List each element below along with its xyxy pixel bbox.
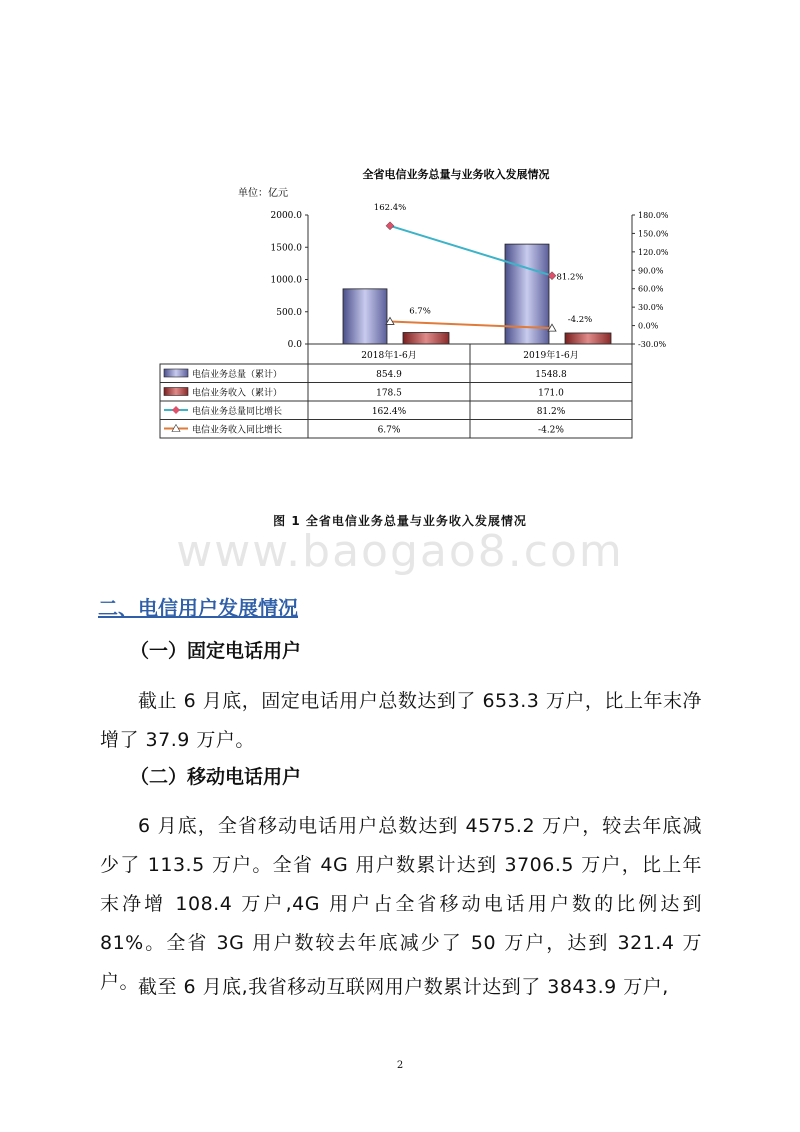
table-cell-value: 162.4%: [371, 407, 407, 417]
chart-unit-label: 单位：亿元: [238, 188, 288, 199]
bar-revenue: [565, 333, 611, 344]
right-axis-tick-label: 60.0%: [638, 284, 664, 294]
right-axis-tick-label: 150.0%: [638, 229, 669, 239]
bar-volume: [505, 244, 549, 344]
line-data-label: -4.2%: [567, 315, 593, 326]
category-label: 2019年1-6月: [523, 351, 579, 361]
chart-title: 全省电信业务总量与业务收入发展情况: [362, 168, 550, 181]
left-axis-tick-label: 1500.0: [270, 243, 302, 254]
legend-series-name: 电信业务收入同比增长: [192, 425, 283, 436]
table-cell-value: 81.2%: [536, 407, 566, 417]
right-axis-tick-label: 30.0%: [638, 303, 664, 313]
legend-key-bar: [164, 369, 188, 377]
subsection-title-mobile-phone: （二）移动电话用户: [130, 766, 302, 788]
right-axis-tick-label: 0.0%: [638, 321, 659, 331]
table-cell-value: -4.2%: [538, 425, 564, 436]
legend-key-marker: [172, 406, 180, 414]
left-axis-tick-label: 500.0: [276, 307, 302, 318]
legend-key-bar: [164, 388, 188, 396]
legend-series-name: 电信业务总量同比增长: [192, 407, 283, 417]
line-data-label: 6.7%: [409, 306, 431, 317]
right-axis-tick-label: 120.0%: [638, 247, 669, 257]
legend-series-name: 电信业务收入（累计）: [192, 388, 283, 399]
category-label: 2018年1-6月: [361, 351, 417, 361]
line-data-label: 162.4%: [373, 202, 407, 213]
left-axis-tick-label: 2000.0: [270, 211, 302, 221]
left-axis-tick-label: 1000.0: [270, 275, 302, 286]
right-axis-tick-label: 180.0%: [638, 211, 669, 220]
page-number: 2: [396, 1060, 404, 1071]
right-axis-tick-label: 90.0%: [638, 266, 664, 276]
watermark: www.baogao8.com: [176, 526, 624, 577]
table-cell-value: 6.7%: [377, 425, 401, 436]
section-title[interactable]: 二、电信用户发展情况: [98, 596, 298, 620]
paragraph-mobile-phone: 6 月底，全省移动电话用户总数达到 4575.2 万户，较去年底减少了 113.5 万户。全省 4G 用户数累计达到 3706.5 万户，比上年末净增 108.4 万户,4G 用户占全省移动电话用户数的比例达到 81%。全省 3G 用户数较去年底减少了 50 万户，达到 321.4 万户。: [100, 815, 702, 993]
chart: [150, 160, 670, 460]
table-cell-value: 171.0: [538, 388, 564, 399]
table-cell-value: 854.9: [376, 370, 402, 380]
paragraph-fixed-phone: 截止 6 月底，固定电话用户总数达到了 653.3 万户，比上年末净增了 37.9 万户。: [100, 690, 702, 751]
plot-area: [271, 203, 669, 350]
left-axis-tick-label: 0.0: [287, 340, 302, 350]
line-data-label: 81.2%: [556, 272, 584, 283]
legend-series-name: 电信业务总量（累计）: [192, 370, 283, 380]
data-table: [160, 344, 632, 438]
table-cell-value: 1548.8: [535, 370, 567, 380]
table-cell-value: 178.5: [376, 388, 402, 399]
paragraph-mobile-internet: 截至 6 月底,我省移动互联网用户数累计达到了 3843.9 万户,: [138, 976, 669, 998]
right-axis-tick-label: -30.0%: [638, 340, 667, 349]
subsection-title-fixed-phone: （一）固定电话用户: [130, 640, 302, 662]
line-point-marker: [386, 222, 394, 230]
figure-caption: 图 1 全省电信业务总量与业务收入发展情况: [273, 514, 527, 528]
bar-volume: [343, 289, 387, 344]
bar-revenue: [403, 332, 449, 344]
